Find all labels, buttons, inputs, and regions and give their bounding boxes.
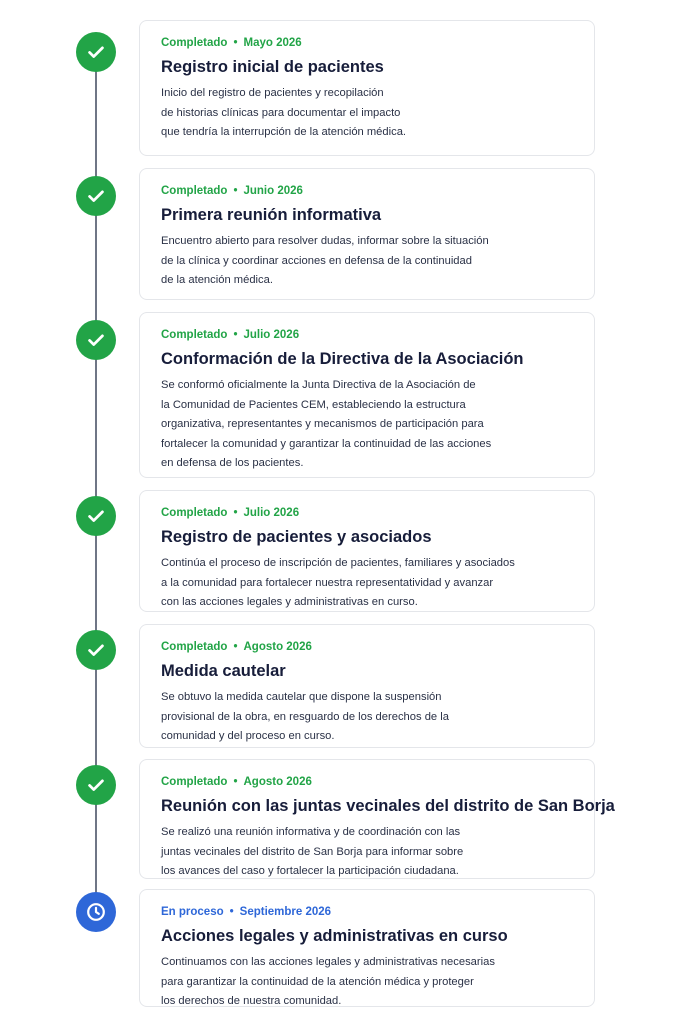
description-line: Continúa el proceso de inscripción de pacientes, familiares y asociados (161, 557, 515, 569)
check-icon (76, 765, 116, 805)
description-line: juntas vecinales del distrito de San Borja para informar sobre (161, 845, 464, 858)
description-line: en defensa de los pacientes. (161, 457, 304, 469)
step-title: Acciones legales y administrativas en curso (161, 927, 508, 945)
step-title: Primera reunión informativa (161, 206, 382, 224)
description-line: la Comunidad de Pacientes CEM, estableciendo la estructura (161, 398, 466, 411)
check-icon (76, 496, 116, 536)
timeline-card (139, 20, 595, 156)
description-line: de la clínica y coordinar acciones en defensa de la continuidad (161, 254, 472, 267)
separator-dot: • (233, 776, 238, 788)
description-line: de historias clínicas para documentar el impacto (161, 106, 401, 119)
step-title: Reunión con las juntas vecinales del distrito de San Borja (161, 797, 615, 815)
step-date: Junio 2026 (243, 185, 303, 197)
separator-dot: • (233, 641, 238, 653)
timeline-card (139, 759, 615, 879)
step-meta (161, 184, 574, 198)
step-title: Registro inicial de pacientes (161, 58, 384, 76)
step-description (161, 232, 574, 291)
timeline-card (139, 624, 595, 748)
description-line: Se realizó una reunión informativa y de coordinación con las (161, 826, 461, 838)
timeline-card (139, 312, 595, 478)
step-meta (161, 36, 574, 50)
description-line: Continuamos con las acciones legales y administrativas necesarias (161, 956, 495, 968)
check-icon (76, 176, 116, 216)
separator-dot: • (233, 185, 238, 197)
description-line: los avances del caso y fortalecer la participación ciudadana. (161, 865, 459, 877)
description-line: Se obtuvo la medida cautelar que dispone la suspensión (161, 691, 442, 703)
step-date: Agosto 2026 (243, 776, 312, 788)
description-line: los derechos de nuestra comunidad. (161, 995, 342, 1007)
description-line: a la comunidad para fortalecer nuestra representatividad y avanzar (161, 576, 494, 589)
description-line: Se conformó oficialmente la Junta Directiva de la Asociación de (161, 379, 476, 391)
description-line: Inicio del registro de pacientes y recopilación (161, 87, 384, 99)
description-line: con las acciones legales y administrativas en curso. (161, 596, 418, 608)
step-description (161, 823, 574, 882)
description-line: organizativa, representantes y mecanismos de participación para (161, 418, 484, 430)
step-description (161, 84, 574, 143)
step-description (161, 376, 574, 474)
step-description (161, 554, 574, 613)
description-line: de la atención médica. (161, 274, 273, 286)
description-line: comunidad y del proceso en curso. (161, 730, 335, 742)
step-date: Julio 2026 (243, 329, 300, 341)
separator-dot: • (233, 37, 238, 49)
step-date: Agosto 2026 (243, 641, 312, 653)
step-title: Registro de pacientes y asociados (161, 528, 432, 546)
status-label: Completado (161, 185, 228, 197)
description-line: provisional de la obra, en resguardo de los derechos de la (161, 710, 449, 723)
step-date: Mayo 2026 (243, 37, 302, 49)
description-line: para garantizar la continuidad de la atención médica y proteger (161, 975, 474, 988)
description-line: Encuentro abierto para resolver dudas, informar sobre la situación (161, 235, 489, 247)
check-icon (76, 630, 116, 670)
status-label: En proceso (161, 906, 224, 918)
step-title: Conformación de la Directiva de la Asociación (161, 350, 524, 368)
description-line: que tendría la interrupción de la atención médica. (161, 126, 407, 138)
separator-dot: • (233, 507, 238, 519)
timeline-card (139, 168, 595, 300)
description-line: fortalecer la comunidad y garantizar la continuidad de las acciones (161, 437, 492, 450)
step-meta (161, 506, 574, 520)
check-icon (76, 32, 116, 72)
step-description (161, 953, 574, 1012)
separator-dot: • (233, 329, 238, 341)
status-label: Completado (161, 507, 228, 519)
step-title: Medida cautelar (161, 662, 286, 680)
step-description (161, 688, 574, 747)
step-meta (161, 328, 574, 342)
check-icon (76, 320, 116, 360)
step-meta (161, 775, 574, 789)
status-label: Completado (161, 641, 228, 653)
status-label: Completado (161, 37, 228, 49)
step-date: Julio 2026 (243, 507, 300, 519)
clock-icon (76, 892, 116, 932)
timeline-card (139, 889, 595, 1007)
separator-dot: • (229, 906, 234, 918)
status-label: Completado (161, 329, 228, 341)
step-date: Septiembre 2026 (239, 906, 332, 918)
status-label: Completado (161, 776, 228, 788)
timeline-card (139, 490, 595, 612)
step-meta (161, 905, 574, 919)
step-meta (161, 640, 574, 654)
